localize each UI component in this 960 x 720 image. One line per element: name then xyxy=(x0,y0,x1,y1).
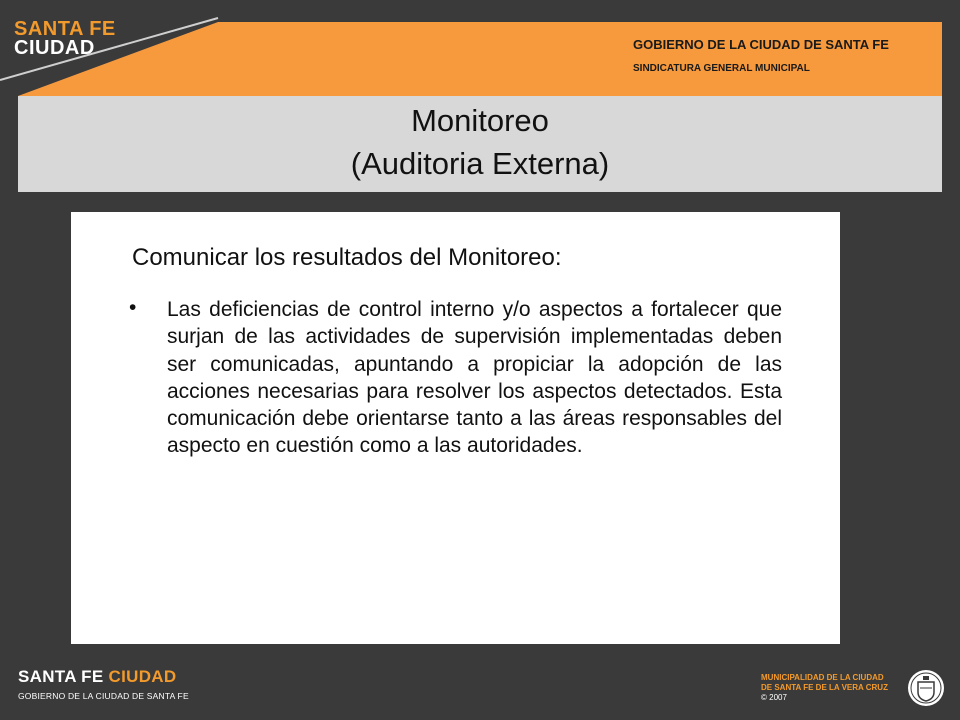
footer-logo-subtitle: GOBIERNO DE LA CIUDAD DE SANTA FE xyxy=(18,691,189,701)
slide-title xyxy=(0,100,960,186)
bullet-text: Las deficiencias de control interno y/o aspectos a fortalecer que surjan de las actividades de supervisión implementadas deben ser comunicadas, apuntando a propiciar la adopción de las acciones necesarias para resolver los aspectos detectados. Esta comunicación debe orientarse tanto a las áreas responsables del aspecto en cuestión como a las autoridades. xyxy=(167,298,782,458)
slide-title-line2: (Auditoria Externa) xyxy=(350,145,610,181)
municipality-line1: MUNICIPALIDAD DE LA CIUDAD xyxy=(761,673,884,682)
footer-logo-ciudad: CIUDAD xyxy=(108,667,177,686)
department-name: SINDICATURA GENERAL MUNICIPAL xyxy=(633,63,810,74)
logo-line-santa-fe: SANTA FE xyxy=(14,18,116,40)
bullet-marker: • xyxy=(129,296,137,319)
municipality-credit xyxy=(761,673,888,703)
slide-title-line1: Monitoreo xyxy=(411,103,549,138)
santa-fe-ciudad-logo xyxy=(0,0,220,80)
municipality-line2: DE SANTA FE DE LA VERA CRUZ xyxy=(761,683,888,692)
footer-logo xyxy=(18,667,189,701)
copyright: © 2007 xyxy=(761,693,787,702)
government-name: GOBIERNO DE LA CIUDAD DE SANTA FE xyxy=(633,37,889,52)
city-seal-icon xyxy=(906,668,946,708)
footer-logo-santa-fe: SANTA FE xyxy=(18,667,104,686)
content-subtitle: Comunicar los resultados del Monitoreo: xyxy=(132,244,562,271)
logo-line-ciudad: CIUDAD xyxy=(14,37,95,59)
